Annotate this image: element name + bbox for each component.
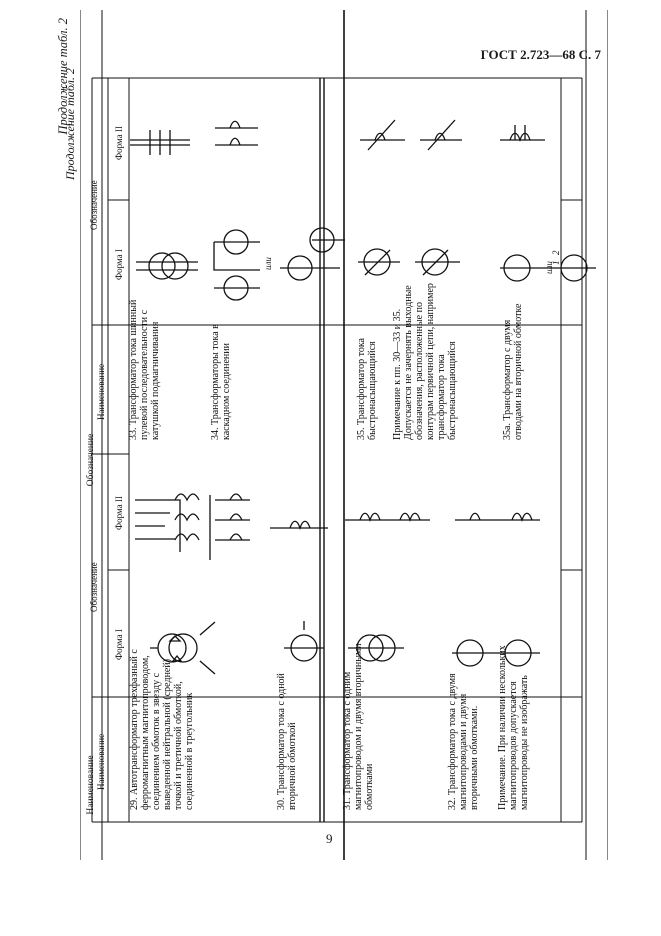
row-35a-text: 35а. Трансформатор с двумяотводами на вторичной обмотке bbox=[502, 303, 524, 440]
tap-label-2: 2 bbox=[551, 250, 561, 255]
continuation-h: Продолжение табл. 2 bbox=[63, 68, 77, 180]
row-35-text: 35. Трансформатор токабыстронасыщающийся bbox=[356, 338, 378, 440]
symbol-29-form2 bbox=[135, 494, 250, 560]
row-35-note: Примечание к пп. 30—33 и 35.Допускается не зачернять выходныеобозначения, расположенные поконтурам первичной цепи, напримертрансформатор токабыстронасыщающийся bbox=[392, 283, 458, 440]
row-30-text: 30. Трансформатор тока с однойвторичной обмоткой bbox=[276, 673, 298, 810]
symbol-32-form2 bbox=[455, 513, 540, 520]
row-32-text: 32. Трансформатор тока с двумямагнитопроводами и двумявторичными обмотками. bbox=[447, 673, 480, 810]
row-31-text: 31. Трансформатор тока с одниммагнитопроводом и двумя вторичнымиобмотками bbox=[342, 643, 375, 810]
symbol-34-form2 bbox=[215, 121, 258, 145]
col-name-left-h: Наименование bbox=[96, 733, 106, 790]
continuation-label: Продолжение табл. 2 bbox=[56, 18, 70, 135]
col-form2-left-h: Форма II bbox=[114, 496, 124, 530]
tap-label-1: 1 bbox=[551, 260, 561, 265]
symbol-35-note-form2 bbox=[420, 120, 462, 150]
row-33-text: 33. Трансформатор тока шинныйпулевой последовательности скатушкой подмагничивания bbox=[128, 299, 161, 440]
row-34-text: 34. Трансформаторы тока вкаскадном соединении bbox=[210, 324, 232, 440]
or-label-35a: или bbox=[544, 261, 554, 274]
row-32-note: Примечание. При наличии несколькихмагнитопроводов допускаетсямагнитопроводы не изображать bbox=[497, 645, 530, 810]
symbol-34-form1 bbox=[214, 230, 260, 300]
col-designation-left: Обозначение bbox=[86, 433, 96, 487]
col-designation-right-h: Обозначение bbox=[89, 180, 99, 230]
page-number: 9 bbox=[326, 831, 333, 846]
col-designation-left-h: Обозначение bbox=[89, 562, 99, 612]
symbol-32-form1 bbox=[452, 640, 540, 666]
symbol-35a-form2 bbox=[500, 125, 545, 140]
symbol-34-alt bbox=[280, 228, 345, 280]
or-label-34: или bbox=[263, 257, 273, 270]
symbol-29-form1 bbox=[150, 622, 215, 674]
col-name-right-h: Наименование bbox=[96, 363, 106, 420]
col-form1-left-h: Форма I bbox=[114, 629, 124, 660]
symbol-35-form2 bbox=[360, 120, 405, 150]
col-form2-right-h: Форма II bbox=[114, 126, 124, 160]
page-header: ГОСТ 2.723—68 С. 7 bbox=[480, 47, 601, 62]
symbol-35-form1 bbox=[358, 249, 400, 275]
symbol-30-form1 bbox=[284, 621, 324, 661]
symbol-31-form2 bbox=[345, 513, 430, 520]
col-name-left: Наименование bbox=[86, 755, 96, 815]
symbol-33-form2 bbox=[130, 130, 190, 155]
col-form1-right-h: Форма I bbox=[114, 249, 124, 280]
row-29-text: 29. Автотрансформатор трехфазный сферромагнитным магнитопроводом,соединением обмоток в звезду свыведенной нейтральной (средней)точкой и третичной обмоткой,соединенной в треугольник bbox=[129, 649, 195, 810]
symbol-35-note-form1 bbox=[415, 249, 460, 275]
symbol-33-form1 bbox=[136, 253, 198, 279]
